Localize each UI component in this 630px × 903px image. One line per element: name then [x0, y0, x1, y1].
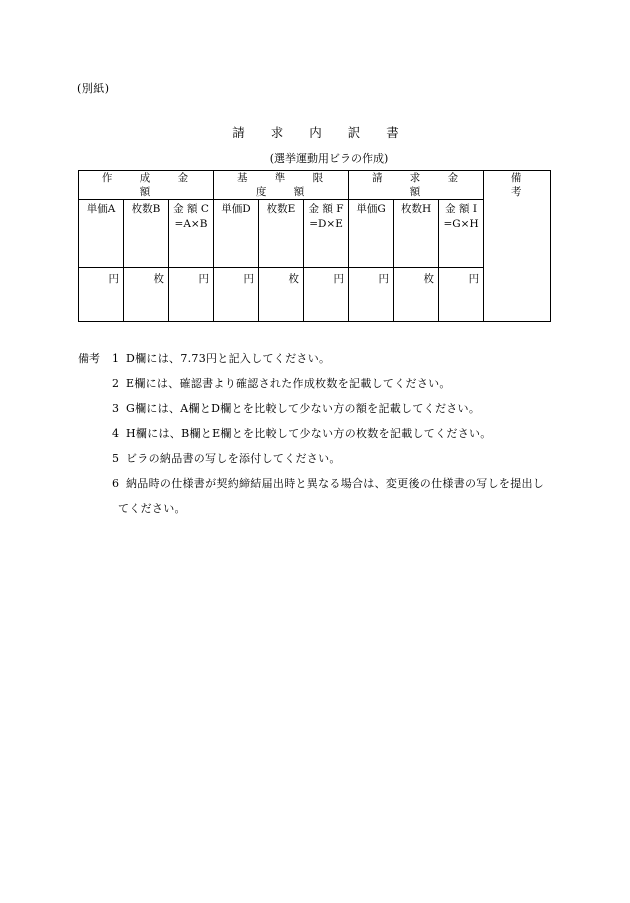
column-label-quantity-h: 枚数H — [394, 200, 439, 268]
column-label-quantity-e: 枚数E — [259, 200, 304, 268]
note-text: G欄には、A欄とD欄とを比較して少ない方の額を記載してください。 — [126, 402, 481, 415]
group-header-production-amount: 作 成 金 額 — [79, 171, 214, 200]
unit-cell-b[interactable]: 枚 — [124, 268, 169, 322]
note-text: E欄には、確認書より確認された作成枚数を記載してください。 — [126, 377, 451, 390]
billing-breakdown-table — [78, 170, 551, 322]
column-label-unit-price-a: 単価A — [79, 200, 124, 268]
note-item — [78, 350, 330, 366]
note-item — [78, 475, 544, 491]
column-label-quantity-b: 枚数B — [124, 200, 169, 268]
note-number: 5 — [112, 452, 119, 465]
column-label-row — [79, 200, 551, 268]
note-text: D欄には、7.73円と記入してください。 — [126, 352, 331, 365]
attachment-label: (別紙) — [77, 82, 110, 95]
note-item — [78, 400, 480, 416]
unit-cell-a[interactable]: 円 — [79, 268, 124, 322]
unit-row — [79, 268, 551, 322]
unit-cell-i[interactable]: 円 — [439, 268, 484, 322]
unit-cell-h[interactable]: 枚 — [394, 268, 439, 322]
document-title: 請 求 内 訳 書 — [232, 125, 410, 140]
note-number: 2 — [112, 377, 119, 390]
column-label-amount-f: 金 額 F =D×E — [304, 200, 349, 268]
column-label-amount-c: 金 額 C =A×B — [169, 200, 214, 268]
unit-cell-f[interactable]: 円 — [304, 268, 349, 322]
note-continuation: てください。 — [118, 502, 186, 515]
column-label-amount-i: 金 額 I =G×H — [439, 200, 484, 268]
note-number: 3 — [112, 402, 119, 415]
column-label-unit-price-d: 単価D — [214, 200, 259, 268]
note-item — [78, 450, 341, 466]
unit-cell-c[interactable]: 円 — [169, 268, 214, 322]
note-number: 4 — [112, 427, 119, 440]
group-header-remarks: 備 考 — [484, 171, 551, 322]
group-header-row — [79, 171, 551, 200]
note-item — [78, 425, 492, 441]
note-text: H欄には、B欄とE欄とを比較して少ない方の枚数を記載してください。 — [126, 427, 492, 440]
document-subtitle: (選挙運動用ビラの作成) — [269, 152, 389, 165]
note-number: 6 — [112, 477, 119, 490]
group-header-standard-limit: 基 準 限 度 額 — [214, 171, 349, 200]
note-number: 1 — [112, 352, 119, 365]
unit-cell-g[interactable]: 円 — [349, 268, 394, 322]
unit-cell-d[interactable]: 円 — [214, 268, 259, 322]
note-item — [78, 375, 451, 391]
group-header-claim-amount: 請 求 金 額 — [349, 171, 484, 200]
unit-cell-e[interactable]: 枚 — [259, 268, 304, 322]
column-label-unit-price-g: 単価G — [349, 200, 394, 268]
note-text: 納品時の仕様書が契約締結届出時と異なる場合は、変更後の仕様書の写しを提出し — [126, 477, 545, 490]
remarks-heading: 備考 — [78, 352, 100, 365]
note-text: ビラの納品書の写しを添付してください。 — [126, 452, 341, 465]
